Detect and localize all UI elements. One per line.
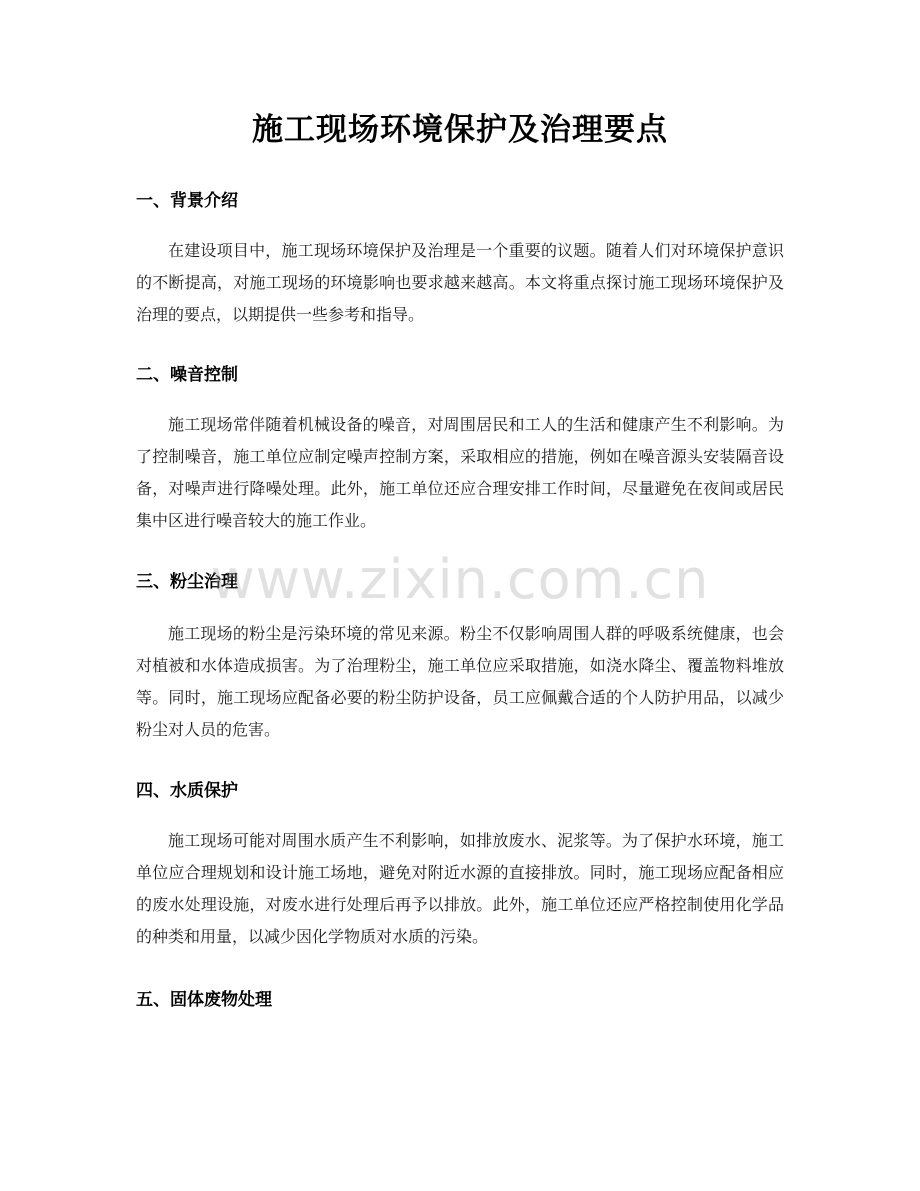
- section-heading-noise-control: 二、噪音控制: [136, 365, 238, 385]
- section-paragraph-water-protection: 施工现场可能对周围水质产生不利影响，如排放废水、泥浆等。为了保护水环境，施工单位应合理规划和设计施工场地，避免对附近水源的直接排放。同时，施工现场应配备相应的废水处理设施，对废水进行处理后再予以排放。此外，施工单位还应严格控制使用化学品的种类和用量，以减少因化学物质对水质的污染。: [136, 831, 784, 946]
- section-paragraph-noise-control: 施工现场常伴随着机械设备的噪音，对周围居民和工人的生活和健康产生不利影响。为了控制噪音，施工单位应制定噪声控制方案，采取相应的措施，例如在噪音源头安装隔音设备，对噪声进行降噪处理。此外，施工单位还应合理安排工作时间，尽量避免在夜间或居民集中区进行噪音较大的施工作业。: [136, 415, 784, 530]
- section-heading-solid-waste: 五、固体废物处理: [136, 990, 272, 1010]
- section-heading-water-protection: 四、水质保护: [136, 781, 238, 801]
- section-heading-dust-control: 三、粉尘治理: [136, 572, 238, 592]
- watermark: www.zixin.com.cn: [210, 548, 710, 611]
- section-paragraph-background: 在建设项目中，施工现场环境保护及治理是一个重要的议题。随着人们对环境保护意识的不断提高，对施工现场的环境影响也要求越来越高。本文将重点探讨施工现场环境保护及治理的要点，以期提供一些参考和指导。: [136, 241, 784, 324]
- section-heading-background: 一、背景介绍: [136, 191, 238, 211]
- section-paragraph-dust-control: 施工现场的粉尘是污染环境的常见来源。粉尘不仅影响周围人群的呼吸系统健康，也会对植被和水体造成损害。为了治理粉尘，施工单位应采取措施，如浇水降尘、覆盖物料堆放等。同时，施工现场应配备必要的粉尘防护设备，员工应佩戴合适的个人防护用品，以减少粉尘对人员的危害。: [136, 624, 784, 739]
- document-title: 施工现场环境保护及治理要点: [252, 112, 668, 148]
